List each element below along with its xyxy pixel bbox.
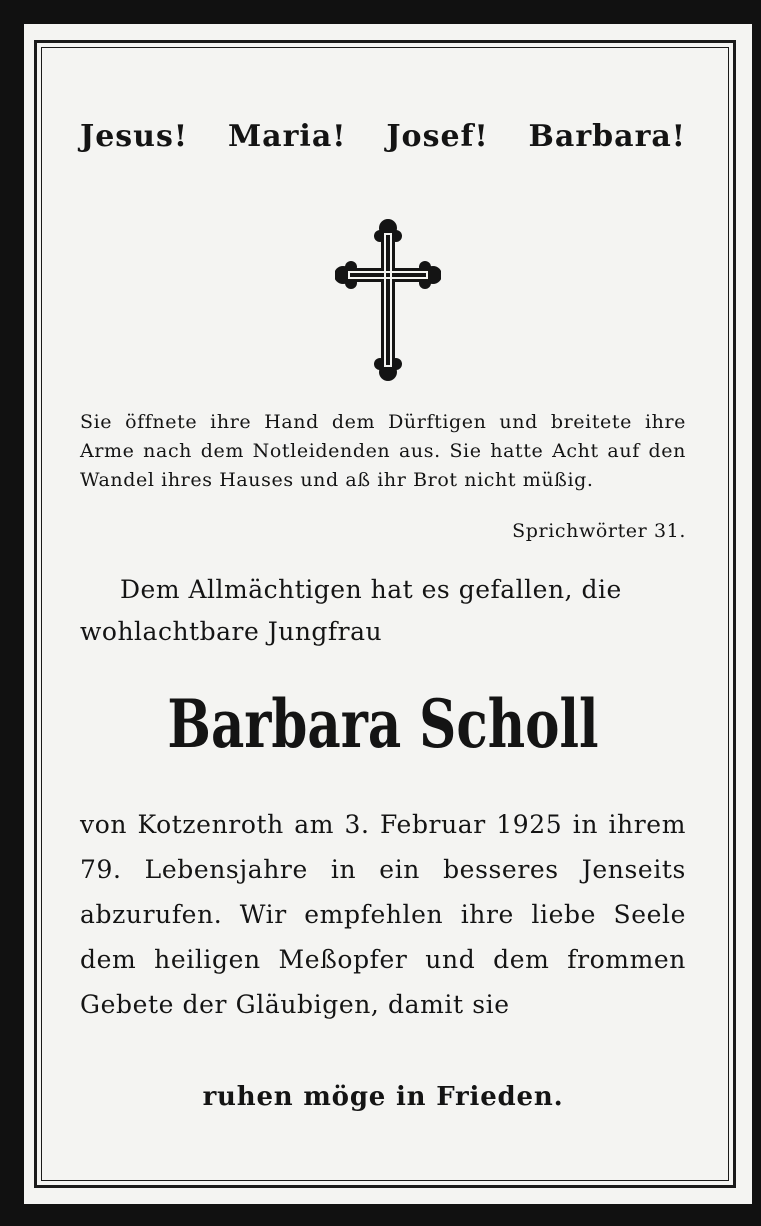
invocation-jesus: Jesus! [80, 119, 189, 154]
memorial-card [24, 24, 752, 1204]
deceased-name: Barbara Scholl [167, 685, 599, 763]
invocation-barbara: Barbara! [528, 119, 686, 154]
closing-phrase: ruhen möge in Frieden. [202, 1082, 564, 1112]
ornate-cross-icon [335, 216, 441, 382]
invocation-line [80, 119, 686, 154]
announcement-intro [80, 569, 686, 653]
invocation-josef: Josef! [386, 119, 489, 154]
bible-verse: Sie öffnete ihre Hand dem Dürftigen und breitete ihre Arme nach dem Notleidenden aus. Sie hatte Acht auf den Wandel ihres Hauses und aß ihr Brot nicht müßig. [80, 411, 686, 491]
verse-source: Sprichwörter 31. [512, 520, 686, 542]
invocation-maria: Maria! [227, 119, 347, 154]
intro-text: Dem Allmächtigen hat es gefallen, die wohlachtbare Jungfrau [80, 575, 622, 646]
announcement-body: von Kotzenroth am 3. Februar 1925 in ihrem 79. Lebensjahre in ein besseres Jenseits abzurufen. Wir empfehlen ihre liebe Seele dem heiligen Meßopfer und dem frommen Gebete der Gläubigen, damit sie [80, 810, 686, 1019]
